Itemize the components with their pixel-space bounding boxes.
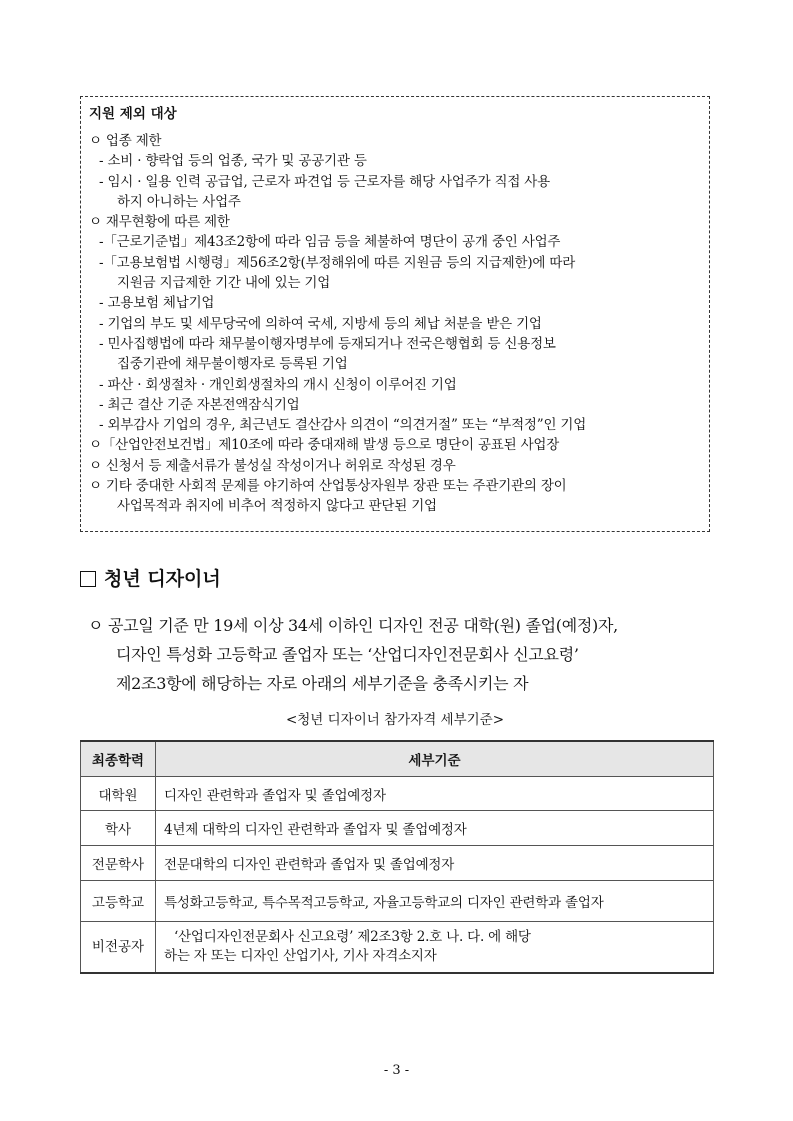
table-caption: <청년 디자이너 참가자격 세부기준> bbox=[285, 712, 505, 728]
cell-education: 대학원 bbox=[81, 777, 156, 811]
checkbox-icon bbox=[80, 571, 96, 587]
cell-criteria: 디자인 관련학과 졸업자 및 졸업예정자 bbox=[156, 777, 714, 811]
exclusion-line: 집중기관에 채무불이행자로 등록된 기업 bbox=[117, 356, 348, 373]
exclusion-line: ㅇ 업종 제한 bbox=[89, 133, 162, 149]
table-header-row bbox=[81, 741, 714, 777]
exclusion-line: - 민사집행법에 따라 채무불이행자명부에 등재되거나 전국은행협회 등 신용정보 bbox=[99, 335, 556, 352]
exclusion-line: -「근로기준법」제43조2항에 따라 임금 등을 체불하여 명단이 공개 중인 사업주 bbox=[99, 234, 561, 251]
exclusion-line: - 고용보험 체납기업 bbox=[99, 295, 215, 312]
criteria-table bbox=[80, 740, 714, 974]
exclusion-line: - 소비 · 향락업 등의 업종, 국가 및 공공기관 등 bbox=[99, 153, 367, 170]
exclusion-line: 하지 아니하는 사업주 bbox=[117, 193, 241, 210]
exclusion-title: 지원 제외 대상 bbox=[89, 106, 177, 122]
cell-criteria bbox=[156, 922, 714, 974]
cell-criteria: 특성화고등학교, 특수목적고등학교, 자율고등학교의 디자인 관련학과 졸업자 bbox=[156, 881, 714, 922]
exclusion-line: 사업목적과 취지에 비추어 적정하지 않다고 판단된 기업 bbox=[117, 498, 437, 515]
criteria-line: 하는 자 또는 디자인 산업기사, 기사 자격소지자 bbox=[164, 948, 437, 964]
exclusion-box bbox=[80, 96, 710, 532]
table-row bbox=[81, 846, 714, 881]
paragraph-line: ㅇ 공고일 기준 만 19세 이상 34세 이하인 디자인 전공 대학(원) 졸업(예정)자, bbox=[88, 616, 618, 635]
table-row bbox=[81, 777, 714, 811]
criteria-line: ‘산업디자인전문회사 신고요령’ 제2조3항 2.호 나. 다. 에 해당 bbox=[174, 929, 531, 945]
page-number: - 3 - bbox=[383, 1063, 410, 1078]
exclusion-line: ㅇ 기타 중대한 사회적 문제를 야기하여 산업통상자원부 장관 또는 주관기관의 장이 bbox=[89, 478, 567, 495]
exclusion-line: ㅇ 신청서 등 제출서류가 불성실 작성이거나 허위로 작성된 경우 bbox=[89, 457, 456, 474]
paragraph-line: 제2조3항에 해당하는 자로 아래의 세부기준을 충족시키는 자 bbox=[116, 674, 529, 693]
cell-education: 학사 bbox=[81, 811, 156, 846]
exclusion-line: ㅇ 재무현황에 따른 제한 bbox=[89, 214, 230, 231]
section-heading bbox=[80, 566, 221, 592]
exclusion-line: -「고용보험법 시행령」제56조2항(부정해위에 따른 지원금 등의 지급제한)에 따라 bbox=[99, 254, 576, 271]
exclusion-line: - 임시 · 일용 인력 공급업, 근로자 파견업 등 근로자를 해당 사업주가 직접 사용 bbox=[99, 173, 550, 190]
cell-criteria: 전문대학의 디자인 관련학과 졸업자 및 졸업예정자 bbox=[156, 846, 714, 881]
table-row bbox=[81, 811, 714, 846]
cell-education: 비전공자 bbox=[81, 922, 156, 974]
exclusion-line: 지원금 지급제한 기간 내에 있는 기업 bbox=[117, 275, 331, 292]
cell-education: 고등학교 bbox=[81, 881, 156, 922]
table-row bbox=[81, 922, 714, 974]
exclusion-list bbox=[89, 131, 703, 517]
exclusion-line: - 최근 결산 기준 자본전액잠식기업 bbox=[99, 396, 300, 413]
exclusion-line: - 외부감사 기업의 경우, 최근년도 결산감사 의견이 “의견거절” 또는 “부적정”인 기업 bbox=[99, 417, 587, 434]
cell-criteria: 4년제 대학의 디자인 관련학과 졸업자 및 졸업예정자 bbox=[156, 811, 714, 846]
exclusion-line: - 기업의 부도 및 세무당국에 의하여 국세, 지방세 등의 체납 처분을 받은 기업 bbox=[99, 315, 542, 332]
cell-education: 전문학사 bbox=[81, 846, 156, 881]
section-heading-text: 청년 디자이너 bbox=[104, 568, 221, 590]
exclusion-line: ㅇ「산업안전보건법」제10조에 따라 중대재해 발생 등으로 명단이 공표된 사업장 bbox=[89, 437, 560, 454]
header-education: 최종학력 bbox=[81, 741, 156, 777]
eligibility-paragraph bbox=[88, 611, 728, 698]
paragraph-line: 디자인 특성화 고등학교 졸업자 또는 ‘산업디자인전문회사 신고요령’ bbox=[116, 645, 579, 664]
header-criteria: 세부기준 bbox=[156, 741, 714, 777]
table-row bbox=[81, 881, 714, 922]
exclusion-line: - 파산 · 회생절차 · 개인회생절차의 개시 신청이 이루어진 기업 bbox=[99, 376, 457, 393]
